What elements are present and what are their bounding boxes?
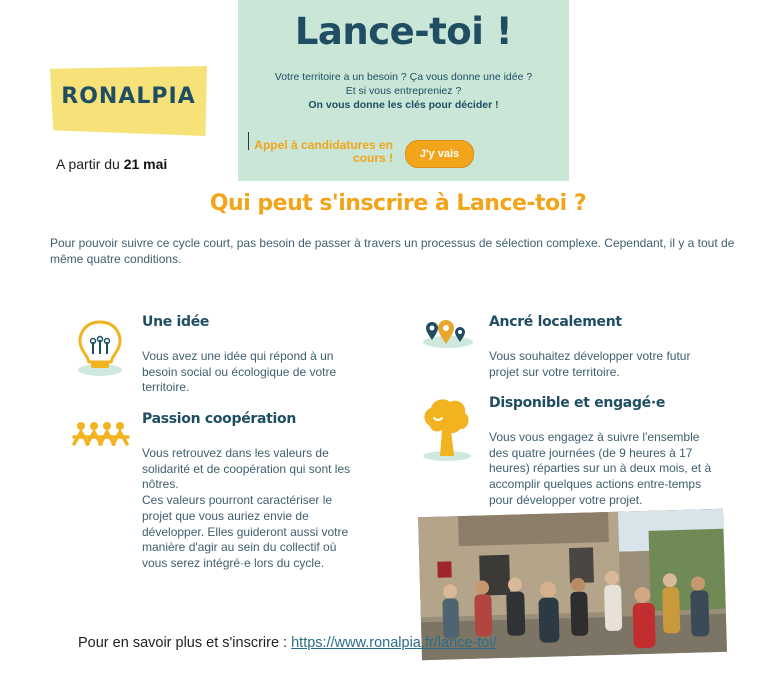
- tree-icon: [420, 396, 474, 462]
- section-heading: Qui peut s'inscrire à Lance-toi ?: [209, 191, 587, 216]
- intro-text: Pour pouvoir suivre ce cycle court, pas besoin de passer à travers un processus de sélection complexe. Cependant, il y a tout de même quatre conditions.: [50, 236, 735, 266]
- footer-label: Pour en savoir plus et s'inscrire :: [78, 635, 292, 651]
- jy-vais-button[interactable]: J'y vais: [405, 140, 474, 168]
- start-date-prefix: A partir du: [56, 156, 124, 172]
- start-date: [56, 156, 167, 172]
- condition-title-cooperation: Passion coopération: [142, 411, 297, 427]
- logo: RONALPIA: [61, 84, 196, 109]
- condition-title-available: Disponible et engagé·e: [489, 395, 666, 411]
- signup-link[interactable]: https://www.ronalpia.fr/lance-toi/: [291, 635, 497, 651]
- condition-title-idea: Une idée: [142, 314, 210, 330]
- condition-text-local: Vous souhaitez développer votre futur projet sur votre territoire.: [489, 349, 691, 379]
- condition-text-cooperation: Vous retrouvez dans les valeurs de solidarité et de coopération qui sont les nôtres. Ces valeurs pourront caractériser le projet que vous auriez envie de développer. Elles guideront aussi votre manière d'agir au sein du collectif où vous serez intégré·e lors du cycle.: [142, 446, 351, 570]
- banner-line-2: Et si vous entrepreniez ?: [345, 85, 462, 97]
- lightbulb-icon: [74, 318, 126, 378]
- condition-text-idea: Vous avez une idée qui répond à un besoin social ou écologique de votre territoire.: [142, 349, 337, 395]
- call-for-applications: Appel à candidatures en cours !: [254, 138, 393, 165]
- start-date-value: 21 mai: [123, 156, 168, 172]
- map-pins-icon: [420, 318, 476, 350]
- condition-text-available: Vous vous engagez à suivre l'ensemble des quatre journées (de 9 heures à 17 heures) réparties sur un à deux mois, et à accomplir quelques actions entre-temps pour développer votre projet.: [489, 430, 712, 507]
- banner-line-3: On vous donne les clés pour décider !: [308, 99, 499, 111]
- banner-title: Lance-toi !: [294, 10, 513, 53]
- banner-line-1: Votre territoire a un besoin ? Ça vous donne une idée ?: [274, 71, 533, 83]
- footer: [78, 635, 497, 651]
- people-icon: [72, 420, 130, 450]
- condition-title-local: Ancré localement: [489, 314, 622, 330]
- text-cursor: [248, 132, 249, 150]
